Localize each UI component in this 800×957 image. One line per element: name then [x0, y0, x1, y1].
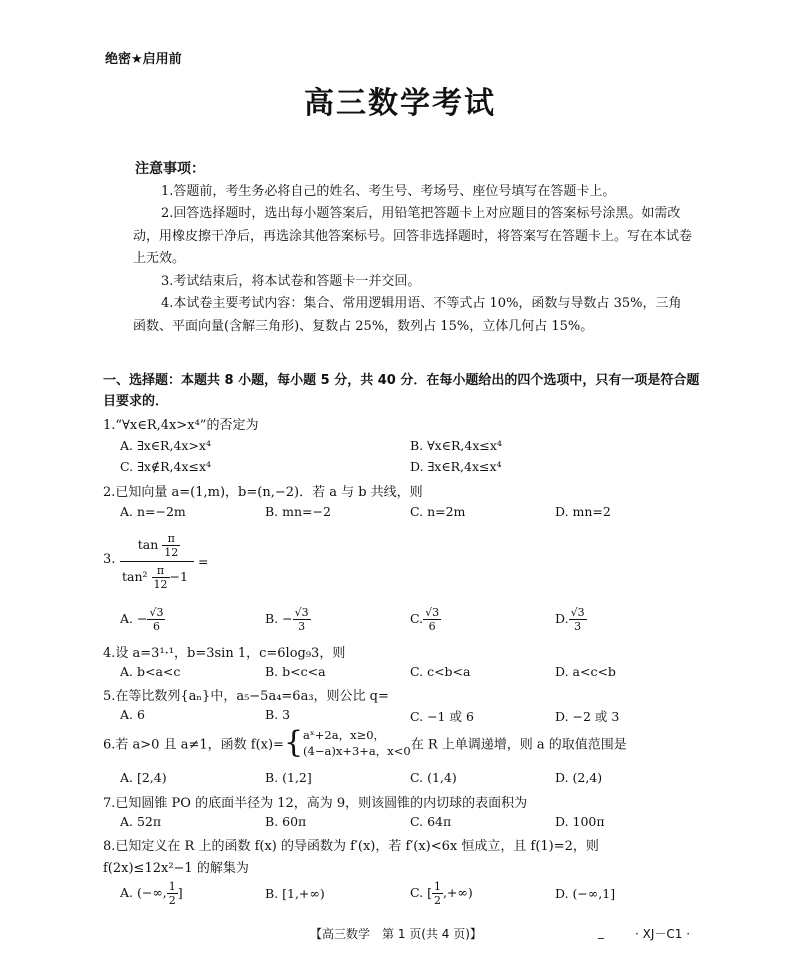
notice-heading: 注意事项：: [135, 161, 205, 177]
q3-option-c: C. $\frac{√3}{6}$: [410, 606, 440, 633]
q8-option-c: C. [ $\frac{1}{2}$ ,+∞): [410, 880, 473, 907]
notice-item-3: 3.考试结束后，将本试卷和答题卡一并交回。: [161, 273, 421, 289]
question-7-stem: 7.已知圆锥 PO 的底面半径为 12，高为 9，则该圆锥的内切球的表面积为: [103, 796, 528, 811]
notice-item-2: 2.回答选择题时，选出每小题答案后，用铅笔把答题卡上对应题目的答案标号涂黑。如需改动，用橡皮擦干净后，再选涂其他答案标号。回答非选择题时，将答案写在答题卡上。写在本试卷上无效。: [133, 206, 693, 266]
q7-option-b: B. 60π: [265, 814, 307, 829]
question-3-options: [120, 606, 680, 636]
piecewise-brace: {: [283, 725, 304, 760]
question-3-number: 3.: [103, 552, 116, 567]
q7-option-c: C. 64π: [410, 814, 452, 829]
q6-option-b: B. (1,2]: [265, 770, 312, 785]
q3-option-a: A. − $\frac{√3}{6}$: [120, 606, 164, 633]
question-5-options: [120, 707, 680, 727]
q4-option-b: B. b<c<a: [265, 664, 326, 679]
q4-option-c: C. c<b<a: [410, 664, 471, 679]
pi-over-12: $\frac{\pi}{12}$: [153, 564, 168, 591]
q1-option-a: A. ∃x∈R,4x>x⁴: [120, 438, 211, 453]
q8-option-d: D. (−∞,1]: [555, 886, 616, 901]
question-8-stem-line1: 8.已知定义在 R 上的函数 f(x) 的导函数为 f′(x)，若 f′(x)<6x 恒成立，且 f(1)=2，则: [103, 839, 599, 854]
question-8-options: [120, 880, 680, 910]
q2-option-d: D. mn=2: [555, 504, 611, 519]
q2-option-c: C. n=2m: [410, 504, 466, 519]
notice-block: [133, 158, 693, 338]
notice-item-1: 1.答题前，考生务必将自己的姓名、考生号、考场号、座位号填写在答题卡上。: [161, 183, 616, 199]
question-1-options-row2: [120, 459, 680, 479]
question-3-expression: tan $\frac{\pi}{12}$ tan² $\frac{\pi}{12}$ −1 =: [122, 532, 209, 591]
section-heading: 一、选择题：本题共 8 小题，每小题 5 分，共 40 分．在每小题给出的四个选项中，只有一项是符合题目要求的．: [103, 373, 700, 409]
q7-option-d: D. 100π: [555, 814, 605, 829]
question-7-options: [120, 814, 680, 834]
footer-code: · XJ－C1 ·: [635, 927, 691, 941]
footer-dash: _: [598, 925, 604, 939]
q5-option-c: C. −1 或 6: [410, 709, 474, 724]
q3-denominator: tan² $\frac{\pi}{12}$ −1: [122, 564, 188, 591]
q8-option-a: A. (−∞, $\frac{1}{2}$ ]: [120, 880, 183, 907]
question-1-stem: 1.“∀x∈R,4x>x⁴”的否定为: [103, 418, 259, 433]
q2-option-a: A. n=−2m: [120, 504, 186, 519]
q2-option-b: B. mn=−2: [265, 504, 331, 519]
q5-option-a: A. 6: [120, 707, 145, 722]
q6-option-a: A. [2,4): [120, 770, 167, 785]
q8-option-b: B. [1,+∞): [265, 886, 325, 901]
question-4-options: [120, 664, 680, 684]
q4-option-d: D. a<c<b: [555, 664, 616, 679]
question-2-options: [120, 504, 680, 524]
q3-option-d: D. $\frac{√3}{3}$: [555, 606, 585, 633]
q7-option-a: A. 52π: [120, 814, 162, 829]
q1-option-c: C. ∃x∉R,4x≤x⁴: [120, 459, 212, 474]
question-6-options: [120, 770, 680, 790]
question-8-stem-line2: f(2x)≤12x²−1 的解集为: [103, 861, 249, 876]
notice-item-4: 4.本试卷主要考试内容：集合、常用逻辑用语、不等式占 10%，函数与导数占 35%，三角函数、平面向量(含解三角形)、复数占 25%，数列占 15%，立体几何占 15%。: [133, 296, 682, 334]
q1-option-d: D. ∃x∈R,4x≤x⁴: [410, 459, 502, 474]
exam-title: 高三数学考试: [304, 86, 496, 121]
question-4-stem: 4.设 a=3¹·¹，b=3sin 1，c=6log₉3，则: [103, 646, 346, 661]
q6-option-d: D. (2,4): [555, 770, 603, 785]
piecewise-cases: aˣ+2a，x≥0， (4−a)x+3+a，x<0: [303, 728, 411, 758]
q4-option-a: A. b<a<c: [120, 664, 181, 679]
q3-option-b: B. − $\frac{√3}{3}$: [265, 606, 309, 633]
q5-option-b: B. 3: [265, 707, 291, 722]
question-2-stem: 2.已知向量 a=(1,m)，b=(n,−2)．若 a 与 b 共线，则: [103, 485, 423, 500]
pi-over-12: $\frac{\pi}{12}$: [164, 532, 179, 559]
question-6-stem: 6.若 a>0 且 a≠1，函数 f(x)={ aˣ+2a，x≥0， (4−a)x+3+a，x<0 在 R 上单调递增，则 a 的取值范围是: [103, 725, 627, 760]
page-footer: 【高三数学 第 1 页(共 4 页)】: [310, 927, 482, 941]
q3-numerator: tan $\frac{\pi}{12}$: [120, 532, 194, 562]
question-1-options-row1: [120, 438, 680, 458]
question-5-stem: 5.在等比数列{aₙ}中，a₅−5a₄=6a₃，则公比 q=: [103, 689, 389, 704]
confidential-label: 绝密★启用前: [105, 52, 182, 67]
q6-option-c: C. (1,4): [410, 770, 457, 785]
q5-option-d: D. −2 或 3: [555, 709, 620, 724]
q1-option-b: B. ∀x∈R,4x≤x⁴: [410, 438, 502, 453]
